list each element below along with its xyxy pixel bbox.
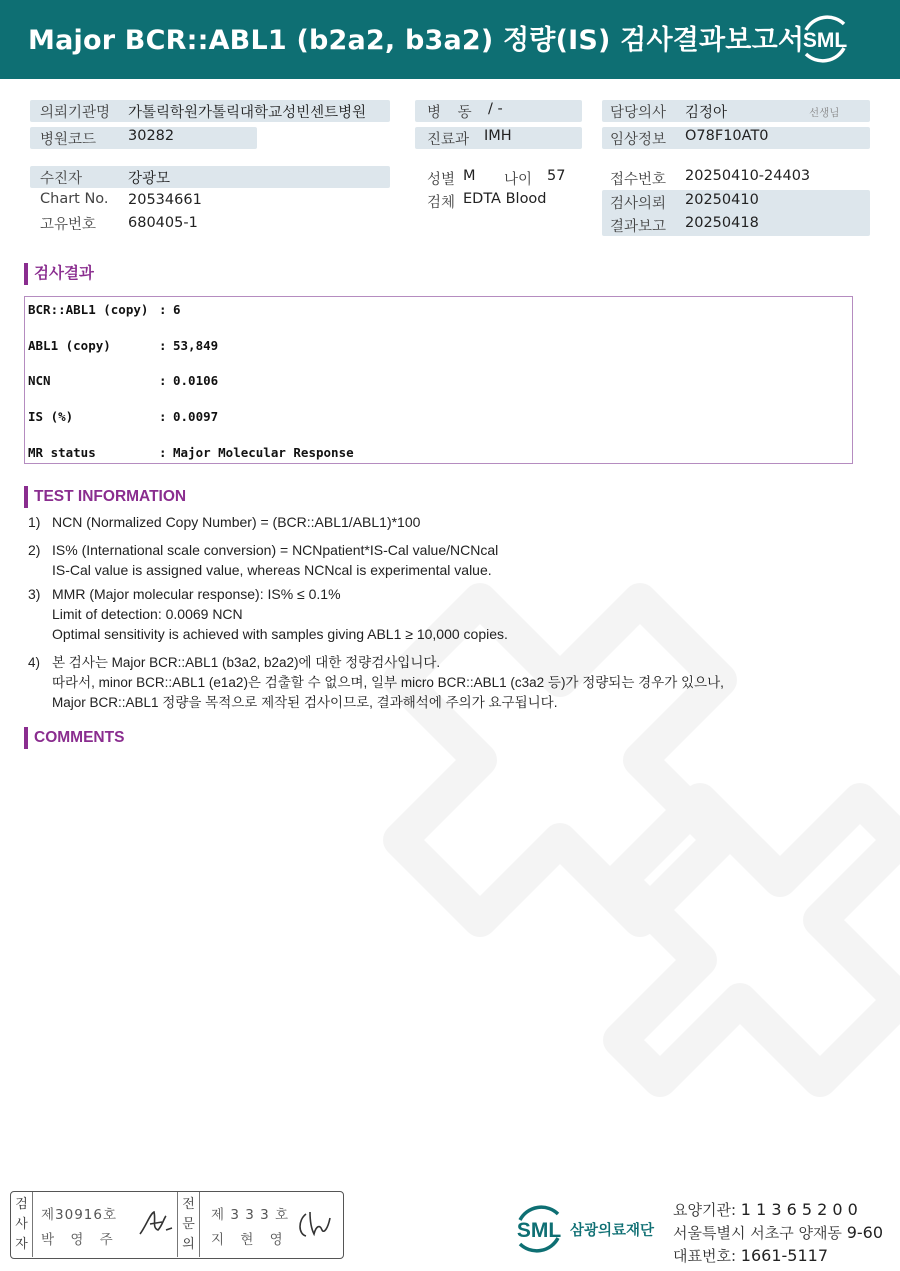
specimen-value: EDTA Blood [463, 191, 547, 207]
test-info-line: MMR (Major molecular response): IS% ≤ 0.1% [52, 586, 341, 602]
phone-label: 대표번호: [673, 1247, 737, 1265]
tester-signature [136, 1206, 176, 1242]
test-info-number: 2) [28, 542, 41, 558]
uid-value: 680405-1 [128, 215, 198, 231]
chart-value: 20534661 [128, 192, 202, 208]
svg-text:SML: SML [802, 29, 848, 52]
address-value: 9-60 [846, 1223, 884, 1242]
result-label: ABL1 (copy) [28, 338, 111, 353]
sml-logo [792, 10, 858, 68]
result-label: NCN [28, 373, 51, 388]
age-value: 57 [547, 168, 566, 184]
tester-label [11, 1192, 33, 1257]
report-value: 20250418 [685, 215, 759, 231]
uid-label: 고유번호 [40, 217, 97, 233]
request-label: 검사의뢰 [610, 196, 667, 212]
result-value: 0.0097 [173, 409, 219, 424]
specialist-signature [294, 1208, 334, 1242]
test-info-line: Optimal sensitivity is achieved with samples giving ABL1 ≥ 10,000 copies. [52, 626, 508, 642]
comments-section-title: COMMENTS [24, 727, 124, 749]
result-colon: : [159, 373, 167, 388]
tester-name: 박 영 주 [41, 1232, 119, 1248]
clinical-label: 임상정보 [610, 132, 667, 148]
dept-value: IMH [484, 128, 512, 144]
result-row [28, 373, 219, 388]
test-info-number: 4) [28, 655, 41, 670]
care-number [673, 1199, 858, 1220]
tester-label-char: 사 [15, 1217, 28, 1232]
receipt-label: 접수번호 [610, 172, 667, 188]
care-label: 요양기관: [673, 1201, 737, 1219]
report-label: 결과보고 [610, 219, 667, 235]
result-value: 0.0106 [173, 373, 219, 388]
test-info-line: 따라서, minor BCR::ABL1 (e1a2)은 검출할 수 없으며, 일부 micro BCR::ABL1 (c3a2 등)가 정량되는 경우가 있으나, [52, 675, 724, 690]
result-colon: : [159, 409, 167, 424]
specialist-label-char: 의 [182, 1237, 195, 1252]
address-label: 서울특별시 서초구 양재동 [673, 1224, 842, 1242]
result-row [28, 302, 181, 317]
test-info-line: NCN (Normalized Copy Number) = (BCR::ABL1/ABL1)*100 [52, 514, 421, 530]
test-info-section-title: TEST INFORMATION [24, 486, 186, 508]
results-section-title: 검사결과 [24, 263, 94, 285]
patient-bar [30, 166, 390, 188]
hospital-code-label: 병원코드 [40, 132, 97, 148]
specialist-name: 지 현 영 [211, 1232, 289, 1248]
test-info-line: 본 검사는 Major BCR::ABL1 (b3a2, b2a2)에 대한 정량검사입니다. [52, 655, 441, 670]
test-info-line: IS-Cal value is assigned value, whereas NCNcal is experimental value. [52, 562, 492, 578]
dept-label: 진료과 [427, 132, 470, 148]
tester-label-char: 자 [15, 1237, 28, 1252]
clinical-value: O78F10AT0 [685, 128, 769, 144]
result-row [28, 338, 219, 353]
result-row [28, 445, 354, 460]
sex-value: M [463, 168, 476, 184]
doctor-suffix: 선생님 [809, 107, 840, 119]
hospital-code-value: 30282 [128, 128, 175, 144]
sex-label: 성별 [427, 172, 456, 188]
test-info-line: IS% (International scale conversion) = NCNpatient*IS-Cal value/NCNcal [52, 542, 499, 558]
institution-value: 가톨릭학원가톨릭대학교성빈센트병원 [128, 105, 367, 121]
result-colon: : [159, 338, 167, 353]
result-label: IS (%) [28, 409, 74, 424]
tester-license: 제30916호 [41, 1207, 118, 1223]
result-label: MR status [28, 445, 96, 460]
test-info-number: 3) [28, 586, 41, 602]
report-header [0, 0, 900, 79]
result-colon: : [159, 445, 167, 460]
chart-label: Chart No. [40, 191, 109, 207]
receipt-value: 20250410-24403 [685, 168, 811, 184]
report-title: Major BCR::ABL1 (b2a2, b3a2) 정량(IS) 검사결과보고서 [28, 25, 805, 56]
patient-value: 강광모 [128, 171, 171, 187]
ward-value: / - [488, 101, 503, 117]
svg-text:SML: SML [516, 1219, 562, 1242]
tester-label-char: 검 [15, 1197, 28, 1212]
signature-box [10, 1191, 344, 1259]
specimen-label: 검체 [427, 195, 456, 211]
phone-value: 1661-5117 [740, 1246, 829, 1265]
test-info-number: 1) [28, 514, 41, 530]
request-value: 20250410 [685, 192, 759, 208]
specialist-label-char: 전 [182, 1197, 195, 1212]
test-info-line: Major BCR::ABL1 정량을 목적으로 제작된 검사이므로, 결과해석에 주의가 요구됩니다. [52, 695, 558, 710]
address [673, 1222, 883, 1243]
specialist-license: 제 3 3 3 호 [211, 1207, 290, 1223]
results-box [24, 296, 853, 464]
phone [673, 1245, 828, 1266]
doctor-value: 김정아 [685, 105, 728, 121]
patient-label: 수진자 [40, 171, 83, 187]
result-label: BCR::ABL1 (copy) [28, 302, 149, 317]
specialist-label [178, 1192, 200, 1257]
care-value: 1 1 3 6 5 2 0 0 [740, 1200, 858, 1219]
result-value: 6 [173, 302, 181, 317]
result-row [28, 409, 219, 424]
specialist-label-char: 문 [182, 1217, 195, 1232]
age-label: 나이 [504, 172, 533, 188]
result-colon: : [159, 302, 167, 317]
footer-sml-logo [508, 1200, 570, 1258]
result-value: Major Molecular Response [173, 445, 354, 460]
doctor-label: 담당의사 [610, 105, 667, 121]
test-info-line: Limit of detection: 0.0069 NCN [52, 606, 243, 622]
footer-org-name: 삼광의료재단 [570, 1223, 655, 1239]
institution-label: 의뢰기관명 [40, 105, 111, 121]
result-value: 53,849 [173, 338, 219, 353]
ward-label: 병 동 [427, 105, 478, 121]
